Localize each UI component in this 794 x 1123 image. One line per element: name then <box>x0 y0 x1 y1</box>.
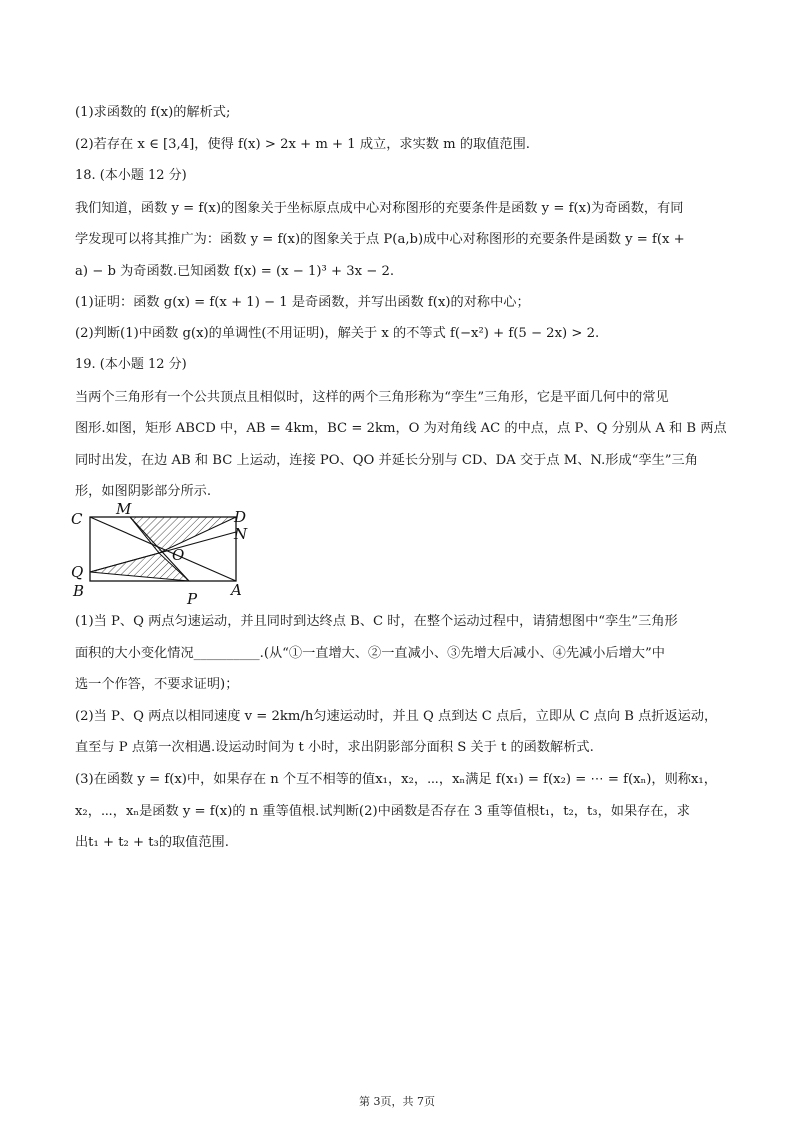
q19-intro-line-3: 同时出发，在边 AB 和 BC 上运动，连接 PO、QO 并延长分别与 CD、DA 交于点 M、N.形成“孪生”三角 <box>75 453 698 468</box>
label-b: B <box>73 582 85 600</box>
q19-part1-line-3: 选一个作答，不要求证明)； <box>75 677 239 692</box>
q18-part1: (1)证明：函数 g(x) = f(x + 1) − 1 是奇函数，并写出函数 f(x)的对称中心； <box>75 295 530 310</box>
page-footer: 第 3页，共 7页 <box>359 1095 435 1108</box>
q19-part1-line-2: 面积的大小变化情况__________.(从“①一直增大、②一直减小、③先增大后减小、④先减小后增大”中 <box>75 646 665 661</box>
label-c: C <box>71 510 83 528</box>
label-q: Q <box>71 563 84 581</box>
q19-part3-line-1: (3)在函数 y = f(x)中，如果存在 n 个互不相等的值x₁，x₂，⋯，xₙ满足 f(x₁) = f(x₂) = ⋯ = f(xₙ)，则称x₁， <box>75 772 717 787</box>
label-a: A <box>231 581 242 599</box>
q19-part1-line-1: (1)当 P、Q 两点匀速运动，并且同时到达终点 B、C 时，在整个运动过程中，请猜想图中“孪生”三角形 <box>75 614 678 629</box>
q19-part2-line-1: (2)当 P、Q 两点以相同速度 v = 2km/h匀速运动时，并且 Q 点到达 C 点后，立即从 C 点向 B 点折返运动， <box>75 709 718 724</box>
rectangle-diagram <box>68 500 268 610</box>
q18-part2: (2)判断(1)中函数 g(x)的单调性(不用证明)，解关于 x 的不等式 f(−x²) + f(5 − 2x) > 2. <box>75 326 600 341</box>
q19-intro-line-1: 当两个三角形有一个公共顶点且相似时，这样的两个三角形称为“孪生”三角形，它是平面几何中的常见 <box>75 390 669 405</box>
q19-intro-line-4: 形，如图阴影部分所示. <box>75 484 212 499</box>
q18-heading: 18. (本小题 12 分) <box>75 168 187 183</box>
label-d: D <box>234 508 247 526</box>
q18-intro-line-3: a) − b 为奇函数.已知函数 f(x) = (x − 1)³ + 3x − 2. <box>75 264 395 279</box>
label-m: M <box>116 500 132 518</box>
twin-triangle-figure <box>68 500 268 610</box>
q17-part1: (1)求函数的 f(x)的解析式; <box>75 105 231 120</box>
label-n: N <box>234 525 248 543</box>
q18-intro-line-1: 我们知道，函数 y = f(x)的图象关于坐标原点成中心对称图形的充要条件是函数 y = f(x)为奇函数，有同 <box>75 201 684 216</box>
q19-part3-line-3: 出t₁ + t₂ + t₃的取值范围. <box>75 835 229 850</box>
q19-part2-line-2: 直至与 P 点第一次相遇.设运动时间为 t 小时，求出阴影部分面积 S 关于 t 的函数解析式. <box>75 740 594 755</box>
label-p: P <box>187 590 198 608</box>
q18-intro-line-2: 学发现可以将其推广为：函数 y = f(x)的图象关于点 P(a,b)成中心对称图形的充要条件是函数 y = f(x + <box>75 232 685 247</box>
q19-part3-line-2: x₂，⋯，xₙ是函数 y = f(x)的 n 重等值根.试判断(2)中函数是否存在 3 重等值根t₁，t₂，t₃，如果存在，求 <box>75 804 690 819</box>
q17-part2: (2)若存在 x ∈ [3,4]，使得 f(x) > 2x + m + 1 成立，求实数 m 的取值范围. <box>75 137 530 152</box>
q19-heading: 19. (本小题 12 分) <box>75 357 187 372</box>
label-o: O <box>172 546 185 564</box>
q19-intro-line-2: 图形.如图，矩形 ABCD 中，AB = 4km，BC = 2km，O 为对角线 AC 的中点，点 P、Q 分别从 A 和 B 两点 <box>75 421 727 436</box>
